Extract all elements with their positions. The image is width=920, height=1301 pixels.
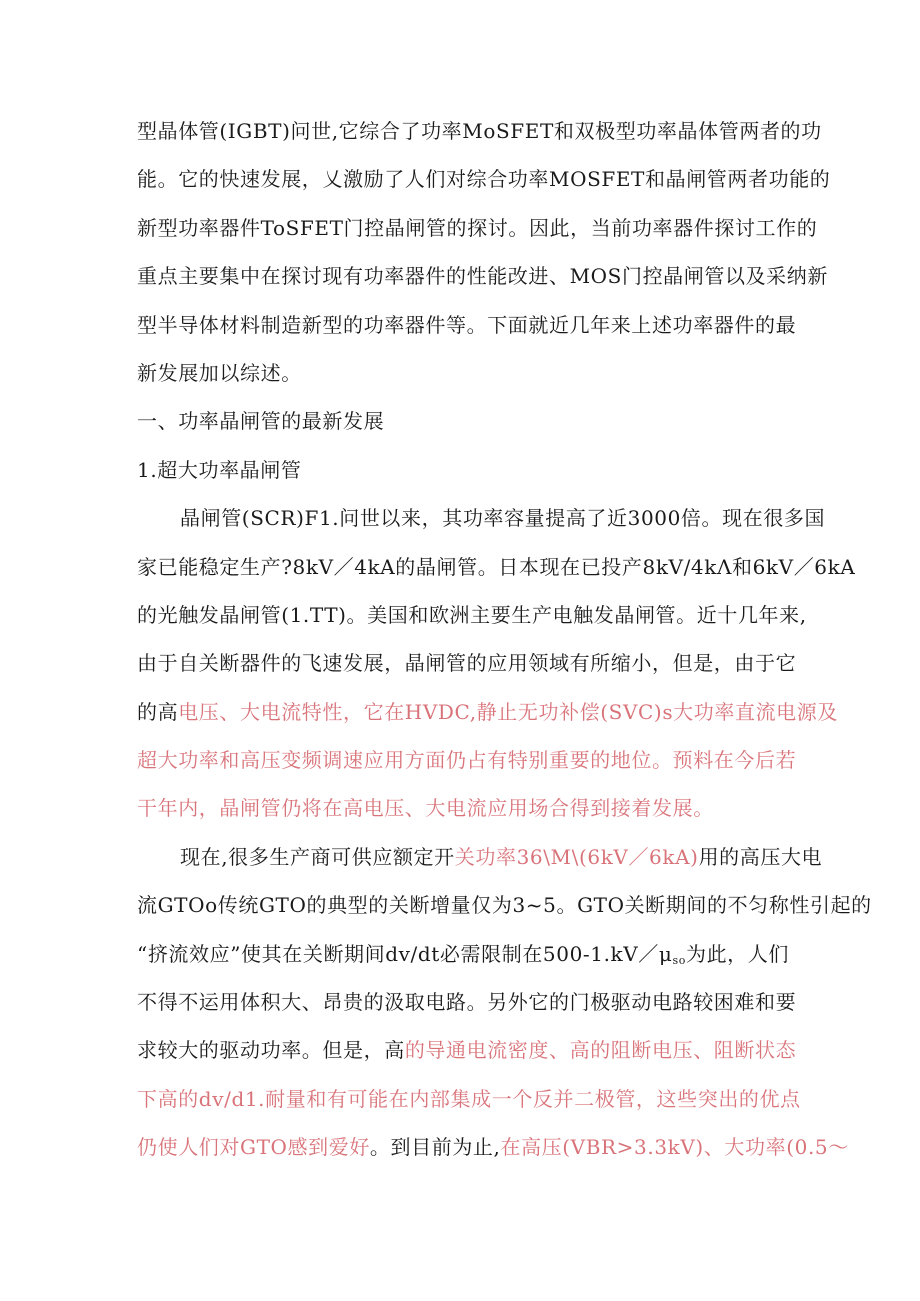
line-text: 求较大的驱动功率。但是，高 (137, 1038, 405, 1063)
highlighted-text: 关功率36\M\(6kV／6kA) (454, 844, 699, 869)
line-text: 家已能稳定生产?8kV／4kA的晶闸管。日本现在已投产8kV/4kΛ和6kV／6kA (137, 554, 856, 579)
line-text: 不得不运用体积大、昂贵的汲取电路。另外它的门极驱动电路较困难和要 (137, 990, 797, 1015)
line-text: 型晶体管(IGBT)问世,它综合了功率MoSFET和双极型功率晶体管两者的功 (137, 119, 822, 143)
heading-text: 1.超大功率晶闸管 (137, 457, 302, 482)
line-text: 由于自关断器件的飞速发展，晶闸管的应用领域有所缩小，但是，由于它 (137, 651, 797, 676)
line-text: 新型功率器件ToSFET门控晶闸管的探讨。因此，当前功率器件探讨工作的 (137, 215, 818, 240)
paragraph-line (137, 1075, 801, 1123)
paragraph-line (137, 543, 856, 591)
paragraph-line (137, 784, 787, 832)
paragraph-line (137, 252, 828, 300)
paragraph-line (137, 349, 787, 397)
paragraph-line (137, 833, 823, 881)
document-page (137, 107, 872, 1172)
paragraph-line (137, 591, 807, 639)
line-text: 型半导体材料制造新型的功率器件等。下面就近几年来上述功率器件的最 (137, 312, 797, 337)
line-text: 能。它的快速发展，乂激励了人们对综合功率MOSFET和晶闸管两者功能的 (137, 167, 831, 192)
paragraph-line (137, 978, 797, 1026)
heading-text: 一、功率晶闸管的最新发展 (137, 409, 385, 434)
line-text: 。到目前为止, (369, 1135, 501, 1160)
paragraph-line (137, 688, 838, 736)
paragraph-line (137, 107, 822, 155)
paragraph-line (137, 155, 831, 203)
paragraph-line (137, 204, 818, 252)
paragraph-line (137, 494, 826, 542)
highlighted-text: 干年内，晶闸管仍将在高电压、大电流应用场合得到接着发展。 (137, 796, 714, 821)
highlighted-text: 的导通电流密度、高的阻断电压、阻断状态 (404, 1038, 797, 1063)
paragraph-line (137, 881, 872, 929)
line-text: 重点主要集中在探讨现有功率器件的性能改进、MOS门控晶闸管以及采纳新 (137, 264, 828, 289)
section-heading (137, 397, 787, 445)
line-text: 的高 (137, 699, 179, 724)
highlighted-text: 在高压(VBR>3.3kV)、大功率(0.5～ (500, 1135, 849, 1160)
highlighted-text: 超大功率和高压变频调速应用方面仍占有特别重要的地位。预料在今后若 (137, 748, 797, 773)
line-text: 用的高压大电 (698, 844, 823, 869)
paragraph-line (137, 1026, 797, 1074)
subscript-text: so (672, 953, 686, 967)
line-text: “挤流效应”使其在关断期间dv/dt必需限制在500-1.kV／μ (137, 941, 673, 966)
line-text: 现在,很多生产商可供应额定开 (180, 844, 455, 869)
paragraph-line (137, 1123, 849, 1171)
line-text: 流GTOo传统GTO的典型的关断增量仅为3~5。GTO关断期间的不匀称性引起的 (137, 893, 872, 918)
paragraph-line (137, 736, 797, 784)
line-text: 新发展加以综述。 (137, 360, 302, 385)
line-text: 晶闸管(SCR)F1.问世以来，其功率容量提高了近3000倍。现在很多国 (180, 506, 826, 531)
line-text: 的光触发晶闸管(1.TT)。美国和欧洲主要生产电触发晶闸管。近十几年来, (137, 602, 807, 627)
paragraph-line (137, 930, 787, 978)
paragraph-line (137, 639, 797, 687)
highlighted-text: 下高的dv/d1.耐量和有可能在内部集成一个反并二极管，这些突出的优点 (137, 1086, 801, 1111)
paragraph-line (137, 301, 797, 349)
highlighted-text: 电压、大电流特性，它在HVDC,静止无功补偿(SVC)s大功率直流电源及 (178, 699, 838, 724)
highlighted-text: 仍使人们对GTO感到爱好 (137, 1135, 370, 1160)
subsection-heading (137, 446, 787, 494)
line-text: 为此，人们 (685, 941, 789, 966)
